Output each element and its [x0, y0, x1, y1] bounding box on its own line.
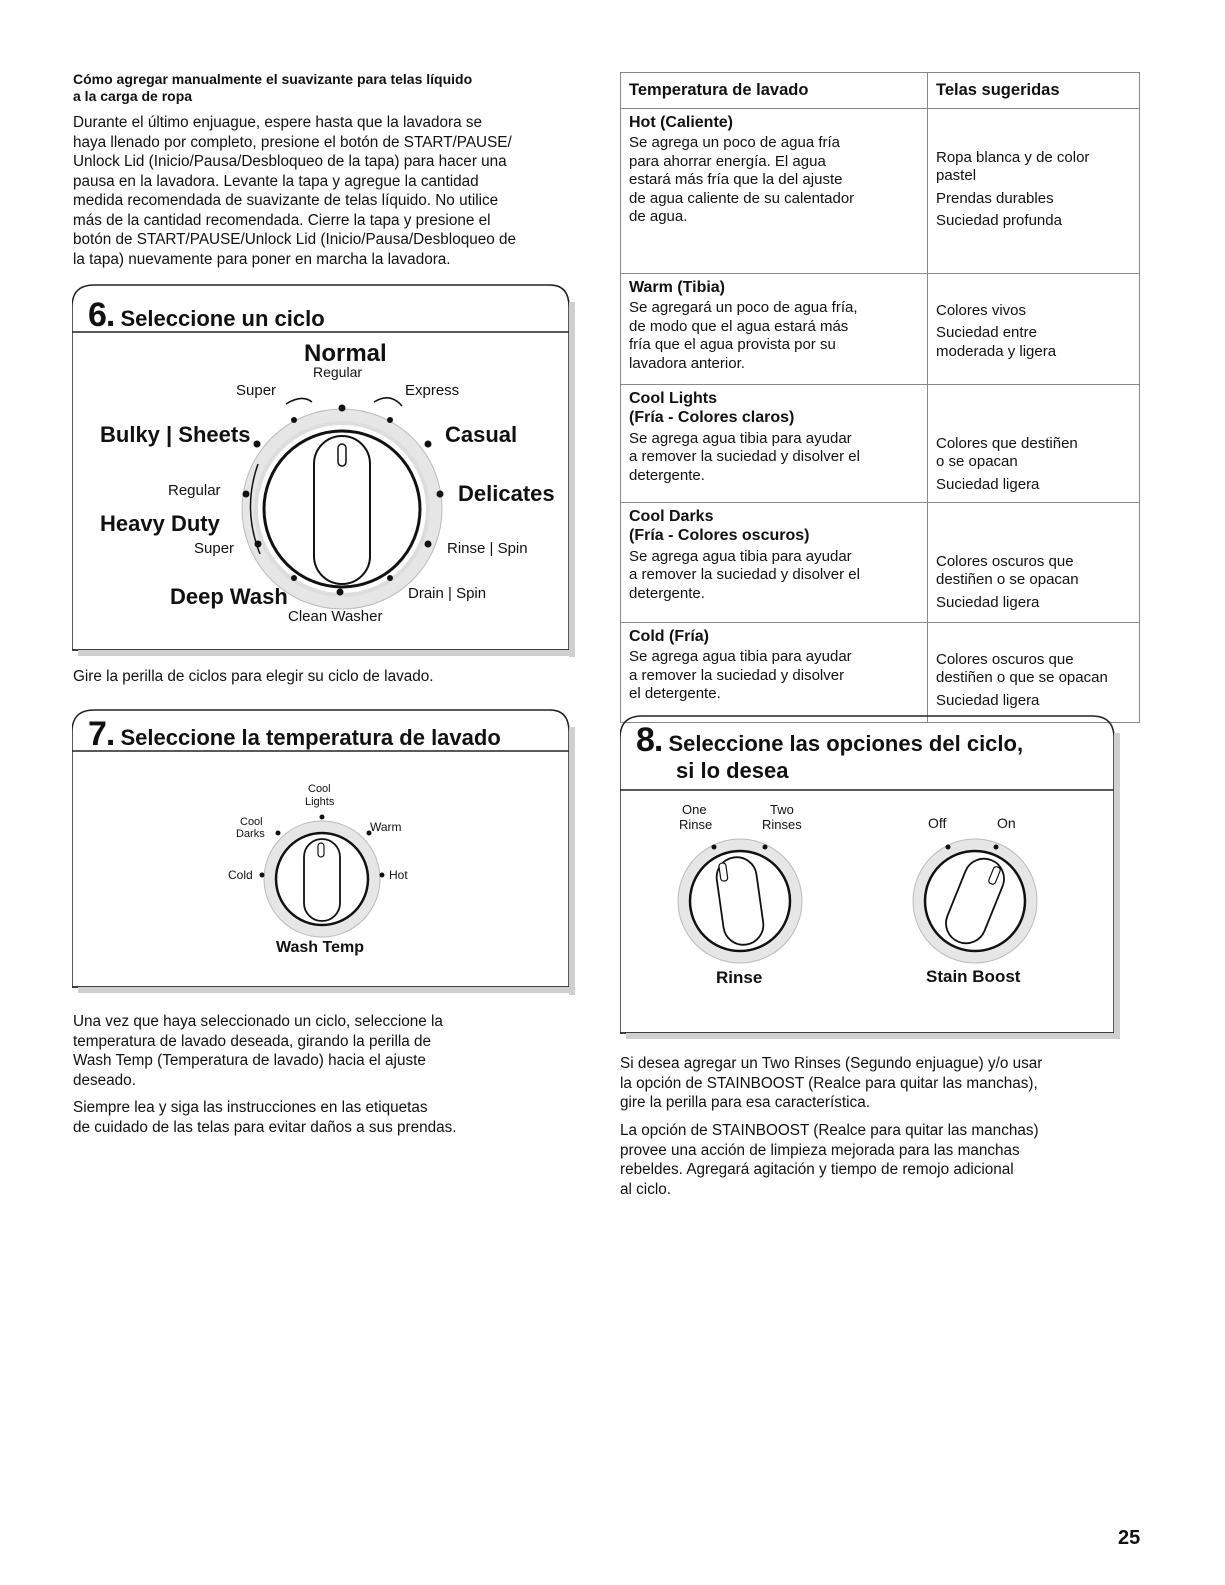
intro-line: haya llenado por completo, presione el botón de START/PAUSE/ — [73, 133, 512, 151]
intro-heading-line: Cómo agregar manualmente el suavizante para telas líquido — [73, 71, 473, 87]
dial-label-clean-washer: Clean Washer — [288, 608, 383, 625]
text-line: provee una acción de limpieza mejorada para las manchas — [620, 1141, 1020, 1159]
text-line: temperatura de lavado deseada, girando la perilla de — [73, 1032, 432, 1050]
dial-label-express: Express — [405, 382, 460, 399]
step7-panel — [72, 707, 572, 997]
dial-label-cool-darks-1: Cool — [240, 816, 263, 828]
table-row — [621, 622, 1140, 722]
step-title-text: Seleccione la temperatura de lavado — [120, 725, 501, 750]
step-title-text: Seleccione las opciones del ciclo, — [668, 731, 1024, 756]
table-row — [621, 502, 1140, 622]
table-row — [621, 108, 1140, 273]
row-desc-line: fría que el agua provista por su — [629, 336, 836, 353]
step-number: 8. — [636, 721, 663, 759]
intro-line: Unlock Lid (Inicio/Pausa/Desbloqueo de la tapa) para hacer una — [73, 153, 507, 170]
temp-cell — [621, 384, 928, 502]
temp-cell — [621, 502, 928, 622]
intro-line: pausa en la lavadora. Levante la tapa y agregue la cantidad — [73, 172, 479, 190]
step7-paragraph-2 — [73, 1098, 457, 1137]
dial-label-regular-left: Regular — [168, 482, 221, 499]
intro-line: medida recomendada de suavizante de telas líquido. No utilice — [73, 192, 499, 209]
fabric-line: Colores oscuros que — [936, 552, 1074, 570]
row-title: Hot (Caliente) — [629, 113, 733, 131]
step8-paragraph-1 — [620, 1054, 1042, 1113]
rinse-dial — [678, 839, 802, 963]
fabric-line: Suciedad ligera — [936, 691, 1040, 709]
intro-line: botón de START/PAUSE/Unlock Lid (Inicio/Pausa/Desbloqueo de — [73, 231, 517, 248]
dial-label-delicates: Delicates — [458, 481, 555, 506]
text-line: la opción de STAINBOOST (Realce para quitar las manchas), — [620, 1074, 1038, 1092]
row-desc-line: a remover la suciedad y disolver el — [629, 448, 860, 465]
row-desc-line: Se agrega agua tibia para ayudar — [629, 547, 852, 565]
row-desc-line: a remover la suciedad y disolver — [629, 666, 845, 684]
fabric-line: Suciedad ligera — [936, 593, 1040, 611]
text-line: rebeldes. Agregará agitación y tiempo de remojo adicional — [620, 1161, 1014, 1178]
step6-panel — [72, 282, 572, 652]
row-title: Cold (Fría) — [629, 627, 709, 645]
dial-label-warm: Warm — [370, 820, 402, 834]
step6-caption: Gire la perilla de ciclos para elegir su ciclo de lavado. — [73, 668, 434, 685]
dial-label-normal: Normal — [304, 340, 387, 367]
dial-label-rinse-spin: Rinse | Spin — [447, 540, 528, 557]
temp-cell — [621, 108, 928, 273]
text-line: de cuidado de las telas para evitar daños a sus prendas. — [73, 1118, 457, 1136]
text-line: La opción de STAINBOOST (Realce para quitar las manchas) — [620, 1122, 1039, 1139]
dial-label-bulky-sheets: Bulky | Sheets — [100, 422, 251, 447]
dial-label-casual: Casual — [445, 422, 518, 447]
row-desc-line: de agua. — [629, 208, 688, 225]
dial-label-two-rinses-2: Rinses — [762, 817, 802, 832]
step-number: 6. — [88, 296, 115, 334]
text-line: deseado. — [73, 1071, 136, 1089]
step8-shadow — [626, 1033, 1120, 1039]
row-desc-line: de agua caliente de su calentador — [629, 189, 855, 207]
text-line: Una vez que haya seleccionado un ciclo, seleccione la — [73, 1013, 443, 1030]
text-line: Siempre lea y siga las instrucciones en las etiquetas — [73, 1099, 428, 1116]
dial-label-two-rinses-1: Two — [770, 802, 794, 817]
row-desc-line: lavadora anterior. — [629, 354, 745, 372]
fabric-line: Colores oscuros que — [936, 650, 1074, 668]
fabric-line: Colores vivos — [936, 301, 1027, 319]
fabric-line: moderada y ligera — [936, 342, 1057, 360]
row-desc-line: Se agrega agua tibia para ayudar — [629, 429, 852, 447]
table-row — [621, 384, 1140, 502]
stain-boost-label: Stain Boost — [926, 967, 1021, 986]
fabric-cell — [928, 622, 1140, 722]
row-desc-line: para ahorrar energía. El agua — [629, 152, 826, 170]
fabric-line: Colores que destiñen — [936, 434, 1078, 452]
step7-title — [88, 715, 501, 754]
dial-label-regular-top: Regular — [313, 364, 363, 380]
intro-line: más de la cantidad recomendada. Cierre la tapa y presione el — [73, 211, 491, 229]
step8-panel — [620, 713, 1120, 1033]
text-line: Wash Temp (Temperatura de lavado) hacia el ajuste — [73, 1052, 426, 1069]
step-number: 7. — [88, 715, 115, 753]
fabric-cell — [928, 384, 1140, 502]
rinse-label: Rinse — [716, 968, 763, 987]
step-title-text: Seleccione un ciclo — [120, 306, 325, 331]
dial-label-off: Off — [928, 815, 947, 831]
dial-label-super-top: Super — [236, 382, 277, 399]
row-desc-line: detergente. — [629, 584, 705, 602]
row-desc-line: el detergente. — [629, 685, 721, 702]
dial-label-deep-wash: Deep Wash — [170, 584, 288, 609]
intro-line: Durante el último enjuague, espere hasta que la lavadora se — [73, 114, 483, 131]
fabric-line: destiñen o se opacan — [936, 571, 1079, 588]
header-temperature: Temperatura de lavado — [621, 73, 928, 109]
temperature-table — [620, 72, 1140, 723]
fabric-line: Suciedad ligera — [936, 475, 1040, 493]
stain-boost-dial — [913, 839, 1037, 963]
row-desc-line: detergente. — [629, 466, 705, 484]
row-title: Cool Lights — [629, 389, 717, 407]
fabric-cell — [928, 273, 1140, 384]
text-line: gire la perilla para esa característica. — [620, 1094, 870, 1111]
intro-section — [73, 71, 593, 269]
row-desc-line: Se agrega un poco de agua fría — [629, 134, 840, 151]
dial-label-cold: Cold — [228, 868, 253, 882]
fabric-line: Suciedad entre — [936, 324, 1037, 341]
fabric-cell — [928, 108, 1140, 273]
fabric-line: o se opacan — [936, 453, 1018, 470]
intro-line: la tapa) nuevamente para poner en marcha la lavadora. — [73, 250, 451, 268]
row-title: (Fría - Colores oscuros) — [629, 527, 810, 544]
row-desc-line: de modo que el agua estará más — [629, 317, 849, 335]
step8-title — [636, 721, 1024, 784]
row-desc-line: a remover la suciedad y disolver el — [629, 566, 860, 583]
row-desc-line: Se agregará un poco de agua fría, — [629, 299, 858, 316]
row-title: Warm (Tibia) — [629, 278, 726, 296]
row-desc-line: Se agrega agua tibia para ayudar — [629, 648, 852, 665]
dial-label-on: On — [997, 815, 1016, 831]
fabric-line: destiñen o que se opacan — [936, 669, 1108, 686]
dial-label-hot: Hot — [389, 868, 408, 882]
intro-paragraph — [73, 113, 593, 269]
dial-label-heavy-duty: Heavy Duty — [100, 511, 220, 536]
wash-temp-label: Wash Temp — [276, 939, 365, 956]
temp-cell — [621, 622, 928, 722]
dial-label-drain-spin: Drain | Spin — [408, 585, 487, 602]
table-row — [621, 273, 1140, 384]
fabric-line: Ropa blanca y de color — [936, 148, 1090, 166]
step7-paragraph-1 — [73, 1012, 443, 1090]
dial-label-one-rinse-2: Rinse — [679, 817, 713, 832]
row-desc-line: estará más fría que la del ajuste — [629, 171, 843, 188]
intro-heading — [73, 71, 593, 105]
text-line: Si desea agregar un Two Rinses (Segundo enjuague) y/o usar — [620, 1055, 1043, 1072]
intro-heading-line: a la carga de ropa — [73, 88, 193, 104]
dial-label-one-rinse-1: One — [682, 802, 707, 817]
fabric-line: pastel — [936, 167, 977, 184]
text-line: al ciclo. — [620, 1180, 672, 1198]
dial-label-cool-darks-2: Darks — [236, 828, 265, 840]
fabric-line: Suciedad profunda — [936, 212, 1062, 229]
temp-cell — [621, 273, 928, 384]
row-title: (Fría - Colores claros) — [629, 409, 795, 426]
step6-title — [88, 296, 325, 335]
table-header-row — [621, 73, 1140, 109]
dial-label-super-left: Super — [194, 540, 235, 557]
dial-label-cool-lights-1: Cool — [308, 783, 331, 795]
step8-paragraph-2 — [620, 1121, 1039, 1199]
dial-label-cool-lights-2: Lights — [305, 796, 335, 808]
fabric-line: Prendas durables — [936, 189, 1054, 207]
fabric-cell — [928, 502, 1140, 622]
step-title-text: si lo desea — [676, 758, 789, 783]
row-title: Cool Darks — [629, 507, 714, 525]
page-number: 25 — [1118, 1527, 1141, 1549]
header-fabrics: Telas sugeridas — [928, 73, 1140, 109]
